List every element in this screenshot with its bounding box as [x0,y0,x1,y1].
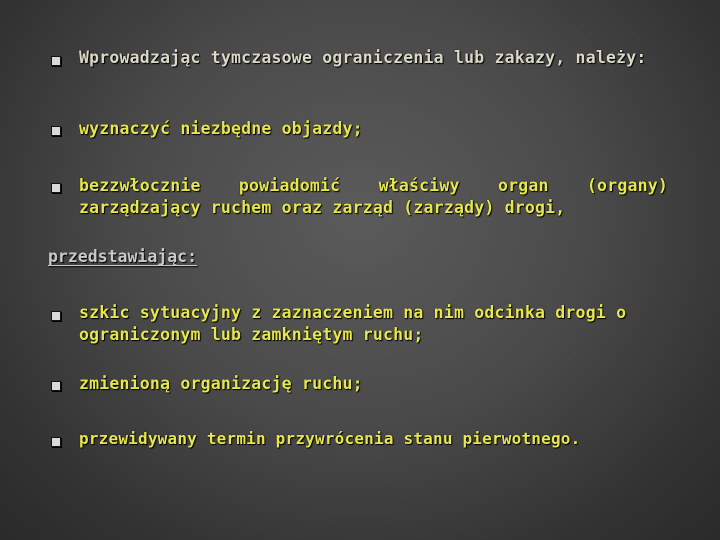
item-site-sketch: szkic sytuacyjny z zaznaczeniem na nim odcinka drogi o ograniczonym lub zamkniętym ruchu; [79,303,627,344]
item-restoration-date: przewidywany termin przywrócenia stanu pierwotnego. [79,429,581,448]
checkbox-bullet-icon [51,437,61,447]
item-traffic-organization: zmienioną organizację ruchu; [79,374,363,393]
intro-text: Wprowadzając tymczasowe ograniczenia lub zakazy, należy: [79,48,647,67]
duty-item-notify: bezzwłocznie powiadomić właściwy organ (organy) zarządzający ruchem oraz zarząd (zarządy) drogi, [79,176,668,217]
checkbox-bullet-icon [51,381,61,391]
checkbox-bullet-icon [51,126,61,136]
checkbox-bullet-icon [51,311,61,321]
duty-item-detours: wyznaczyć niezbędne objazdy; [79,119,363,138]
subheading-presenting: przedstawiając: [48,247,198,266]
checkbox-bullet-icon [51,183,61,193]
checkbox-bullet-icon [51,56,61,66]
